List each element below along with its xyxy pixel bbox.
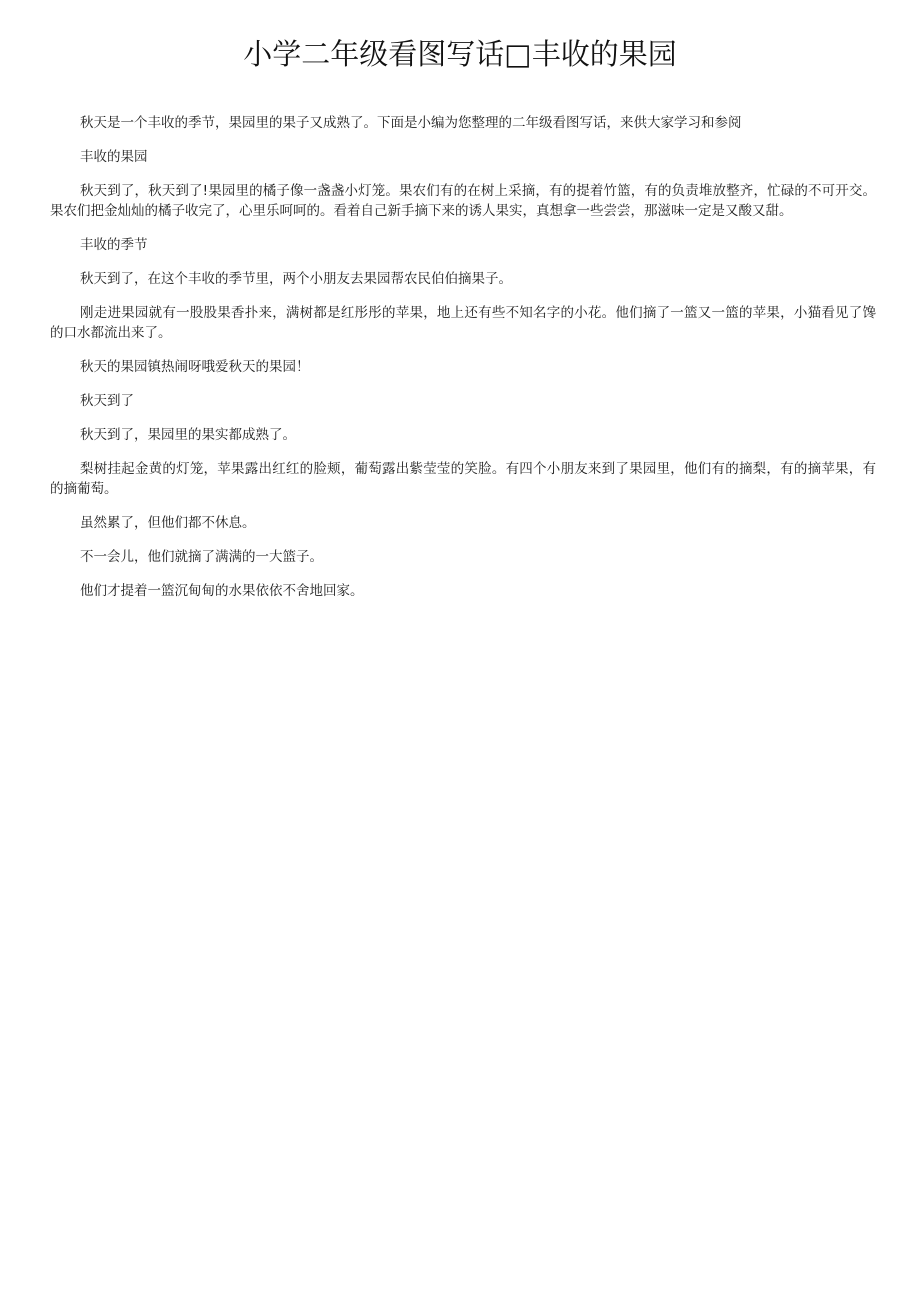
document-title: 小学二年级看图写话□丰收的果园 [243, 37, 677, 71]
section-heading: 丰收的果园 [80, 149, 148, 165]
section-heading: 秋天到了 [80, 393, 134, 409]
document-body [50, 113, 876, 615]
body-paragraph: 秋天到了，果园里的果实都成熟了。 [80, 427, 296, 443]
body-paragraph: 秋天到了，秋天到了!果园里的橘子像一盏盏小灯笼。果农们有的在树上采摘，有的提着竹篮，有的负责堆放整齐，忙碌的不可开交。果农们把金灿灿的橘子收完了，心里乐呵呵的。看着自己新手摘下来的诱人果实，真想拿一些尝尝，那滋味一定是又酸又甜。 [50, 183, 876, 219]
body-paragraph: 秋天的果园镇热闹呀哦爱秋天的果园！ [80, 359, 310, 375]
body-paragraph: 不一会儿，他们就摘了满满的一大篮子。 [80, 549, 323, 565]
body-paragraph: 刚走进果园就有一股股果香扑来，满树都是红彤彤的苹果，地上还有些不知名字的小花。他们摘了一篮又一篮的苹果，小猫看见了馋的口水都流出来了。 [50, 305, 876, 341]
body-paragraph: 梨树挂起金黄的灯笼，苹果露出红红的脸颊，葡萄露出紫莹莹的笑脸。有四个小朋友来到了果园里，他们有的摘梨，有的摘苹果，有的摘葡萄。 [50, 461, 876, 497]
section-heading: 丰收的季节 [80, 237, 148, 253]
body-paragraph: 他们才提着一篮沉甸甸的水果依依不舍地回家。 [80, 583, 364, 599]
intro-paragraph: 秋天是一个丰收的季节，果园里的果子又成熟了。下面是小编为您整理的二年级看图写话，来供大家学习和参阅 [80, 115, 742, 131]
body-paragraph: 秋天到了，在这个丰收的季节里，两个小朋友去果园帮农民伯伯摘果子。 [80, 271, 512, 287]
body-paragraph: 虽然累了，但他们都不休息。 [80, 515, 256, 531]
